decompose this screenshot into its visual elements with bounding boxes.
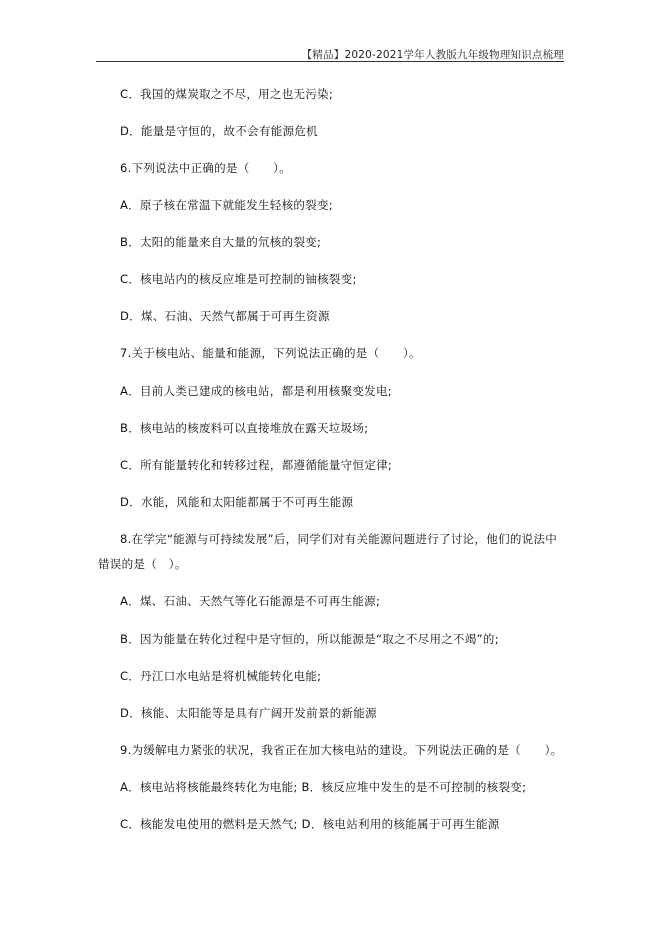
question-8-continued: 错误的是（ ）。 [98, 557, 187, 571]
option-d-q5: D．能量是守恒的，故不会有能源危机 [120, 124, 318, 138]
question-6: 6.下列说法中正确的是（ ）。 [120, 161, 292, 175]
question-8: 8.在学完“能源与可持续发展”后，同学们对有关能源问题进行了讨论，他们的说法中 [120, 532, 558, 546]
option-a-q7: A．目前人类已建成的核电站，都是利用核聚变发电; [120, 384, 392, 398]
options-cd-q9: C．核能发电使用的燃料是天然气; D．核电站利用的核能属于可再生能源 [120, 817, 500, 831]
option-c-q5: C．我国的煤炭取之不尽，用之也无污染; [120, 87, 334, 101]
option-c-q7: C．所有能量转化和转移过程，都遵循能量守恒定律; [120, 458, 393, 472]
option-b-q8: B．因为能量在转化过程中是守恒的，所以能源是“取之不尽用之不竭”的; [120, 632, 499, 646]
option-c-q6: C．核电站内的核反应堆是可控制的铀核裂变; [120, 272, 357, 286]
question-7: 7.关于核电站、能量和能源，下列说法正确的是（ ）。 [120, 346, 421, 360]
option-b-q6: B．太阳的能量来自大量的氘核的裂变; [120, 235, 322, 249]
option-d-q8: D．核能、太阳能等是具有广阔开发前景的新能源 [120, 706, 377, 720]
option-a-q8: A．煤、石油、天然气等化石能源是不可再生能源; [120, 594, 381, 608]
option-c-q8: C．丹江口水电站是将机械能转化电能; [120, 669, 322, 683]
header-rule [96, 61, 564, 62]
option-a-q6: A．原子核在常温下就能发生轻核的裂变; [120, 198, 333, 212]
option-d-q7: D．水能，风能和太阳能都属于不可再生能源 [120, 495, 354, 509]
question-9: 9.为缓解电力紧张的状况，我省正在加大核电站的建设。下列说法正确的是（ ）。 [120, 743, 563, 757]
option-b-q7: B．核电站的核废料可以直接堆放在露天垃圾场; [120, 421, 369, 435]
options-ab-q9: A．核电站将核能最终转化为电能; B．核反应堆中发生的是不可控制的核裂变; [120, 780, 527, 794]
option-d-q6: D．煤、石油、天然气都属于可再生资源 [120, 309, 330, 323]
page-header-title: 【精品】2020-2021学年人教版九年级物理知识点梳理 [301, 49, 564, 61]
